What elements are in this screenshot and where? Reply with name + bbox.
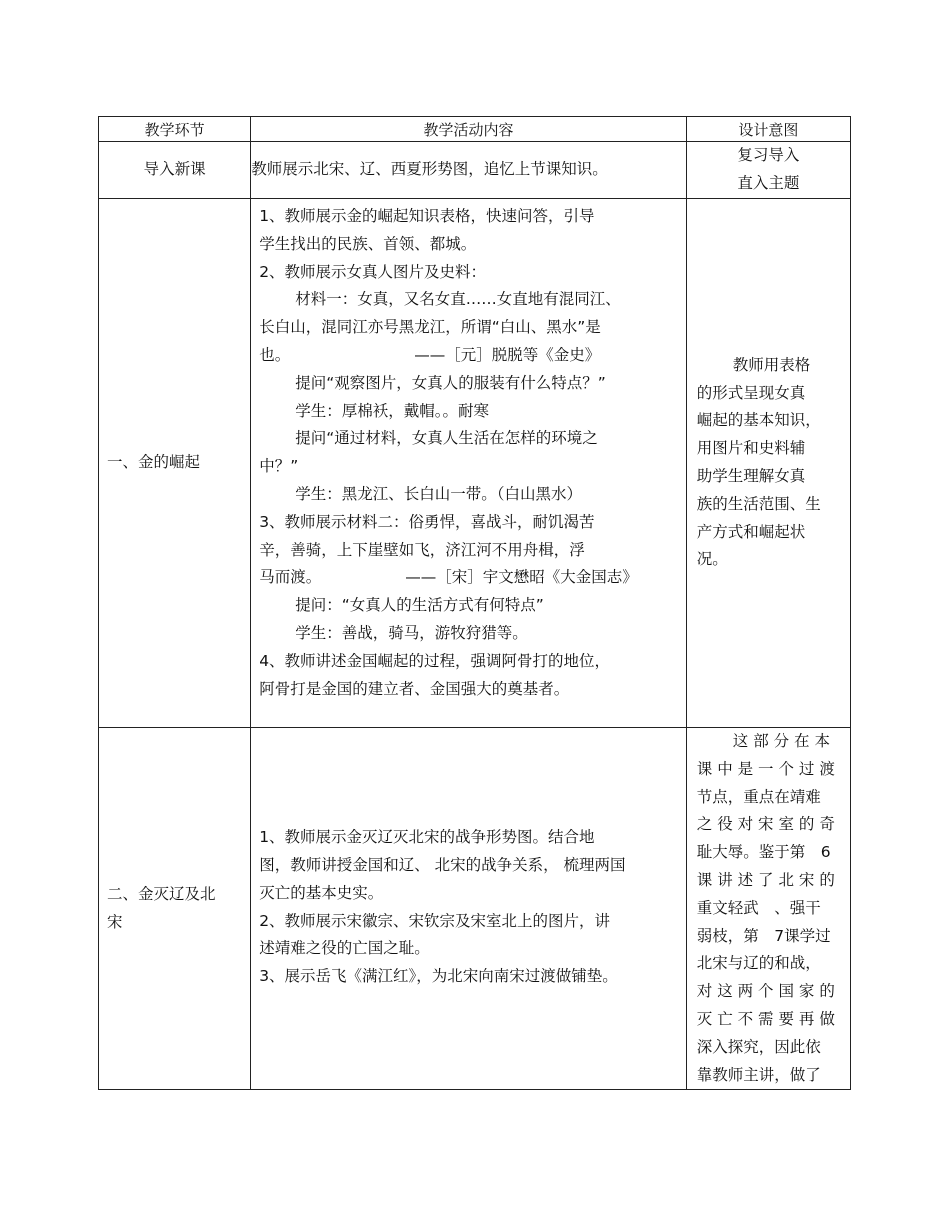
table-row-rise — [99, 199, 851, 728]
lesson-plan-table — [98, 116, 851, 1090]
design-line: 崛起的基本知识， — [696, 411, 821, 430]
design-cell — [686, 142, 850, 199]
activity-line: 中？” — [259, 457, 299, 476]
stage-cell — [99, 199, 251, 728]
design-line: 节点，重点在靖难 — [696, 787, 821, 806]
activity-line: 述靖难之役的亡国之耻。 — [259, 939, 430, 958]
design-line: 课 中 是 一 个 过 渡 — [696, 759, 835, 778]
activity-line: 学生：厚棉袄，戴帽。。耐寒 — [295, 401, 489, 420]
activity-line: 3、展示岳飞《满江红》，为北宋向南宋过渡做铺垫。 — [259, 967, 618, 986]
design-line: 对 这 两 个 国 家 的 — [696, 982, 835, 1001]
activity-line: 辛，善骑，上下崖壁如飞，济江河不用舟楫，浮 — [259, 540, 585, 559]
activity-line: 1、教师展示金的崛起知识表格，快速问答，引导 — [259, 207, 595, 225]
stage-cell — [99, 142, 251, 199]
design-line: 之 役 对 宋 室 的 奇 — [696, 815, 835, 834]
activity-line: 学生找出的民族、首领、都城。 — [259, 234, 477, 253]
activity-line: 2、教师展示宋徽宗、宋钦宗及宋室北上的图片，讲 — [259, 911, 611, 930]
design-line: 的形式呈现女真 — [696, 383, 806, 402]
header-activity: 教学活动内容 — [251, 117, 687, 142]
source-citation: ——［元］脱脱等《金史》 — [414, 345, 601, 364]
stage-label: 二、金灭辽及北 — [107, 884, 216, 903]
design-line: 用图片和史料辅 — [696, 439, 806, 458]
design-line: 课 讲 述 了 北 宋 的 — [696, 870, 835, 889]
activity-line: 提问“观察图片，女真人的服装有什么特点？” — [295, 373, 606, 392]
activity-line: 3、教师展示材料二：俗勇悍，喜战斗，耐饥渴苦 — [259, 512, 595, 531]
activity-line: 提问：“女真人的生活方式有何特点” — [295, 596, 544, 615]
activity-line: 灭亡的基本史实。 — [259, 883, 384, 902]
design-line: 重文轻武 、强干 — [696, 898, 821, 917]
activity-line: 2、教师展示女真人图片及史料： — [259, 262, 487, 281]
design-line: 直入主题 — [737, 174, 800, 192]
table-row-intro — [99, 142, 851, 199]
activity-cell — [251, 142, 687, 199]
source-citation: ——［宋］宇文懋昭《大金国志》 — [405, 568, 638, 587]
design-line: 灭 亡 不 需 要 再 做 — [696, 1009, 835, 1028]
design-line: 耻大辱。鉴于第 6 — [696, 843, 831, 862]
design-line: 族的生活范围、生 — [696, 494, 821, 513]
activity-cell — [251, 728, 687, 1090]
activity-line: 学生：善战，骑马，游牧狩猎等。 — [295, 623, 528, 642]
design-line: 这 部 分 在 本 — [732, 732, 830, 750]
design-line: 教师用表格 — [732, 355, 811, 374]
activity-line: 提问“通过材料，女真人生活在怎样的环境之 — [295, 429, 598, 448]
activity-text: 教师展示北宋、辽、西夏形势图，追忆上节课知识。 — [251, 160, 608, 179]
header-stage: 教学环节 — [99, 117, 251, 142]
design-line: 靠教师主讲，做了 — [696, 1065, 821, 1084]
design-line: 复习导入 — [737, 146, 800, 165]
table-row-fall — [99, 728, 851, 1090]
design-cell — [686, 728, 850, 1090]
design-line: 深入探究，因此依 — [696, 1037, 821, 1056]
activity-line: 学生：黑龙江、长白山一带。（白山黑水） — [295, 484, 582, 503]
activity-line: 1、教师展示金灭辽灭北宋的战争形势图。结合地 — [259, 828, 595, 847]
table-header-row — [99, 117, 851, 142]
stage-label: 导入新课 — [143, 160, 206, 179]
stage-label: 一、金的崛起 — [107, 453, 201, 472]
activity-line: 也。 — [259, 345, 291, 364]
activity-line: 图，教师讲授金国和辽、 北宋的战争关系， 梳理两国 — [259, 856, 626, 875]
activity-line: 4、教师讲述金国崛起的过程，强调阿骨打的地位， — [259, 651, 611, 670]
stage-cell — [99, 728, 251, 1090]
design-line: 况。 — [696, 550, 728, 569]
activity-line: 阿骨打是金国的建立者、金国强大的奠基者。 — [259, 679, 570, 698]
activity-cell — [251, 199, 687, 728]
design-line: 产方式和崛起状 — [696, 522, 806, 541]
design-line: 助学生理解女真 — [696, 467, 806, 485]
design-line: 弱枝，第 7课学过 — [696, 926, 831, 945]
header-design: 设计意图 — [686, 117, 850, 142]
activity-line: 长白山，混同江亦号黑龙江，所谓“白山、黑水”是 — [259, 318, 601, 337]
design-cell — [686, 199, 850, 728]
stage-label: 宋 — [107, 912, 123, 931]
activity-line: 材料一：女真，又名女直……女直地有混同江、 — [295, 290, 621, 309]
activity-line: 马而渡。 — [259, 568, 322, 587]
design-line: 北宋与辽的和战， — [696, 954, 821, 973]
